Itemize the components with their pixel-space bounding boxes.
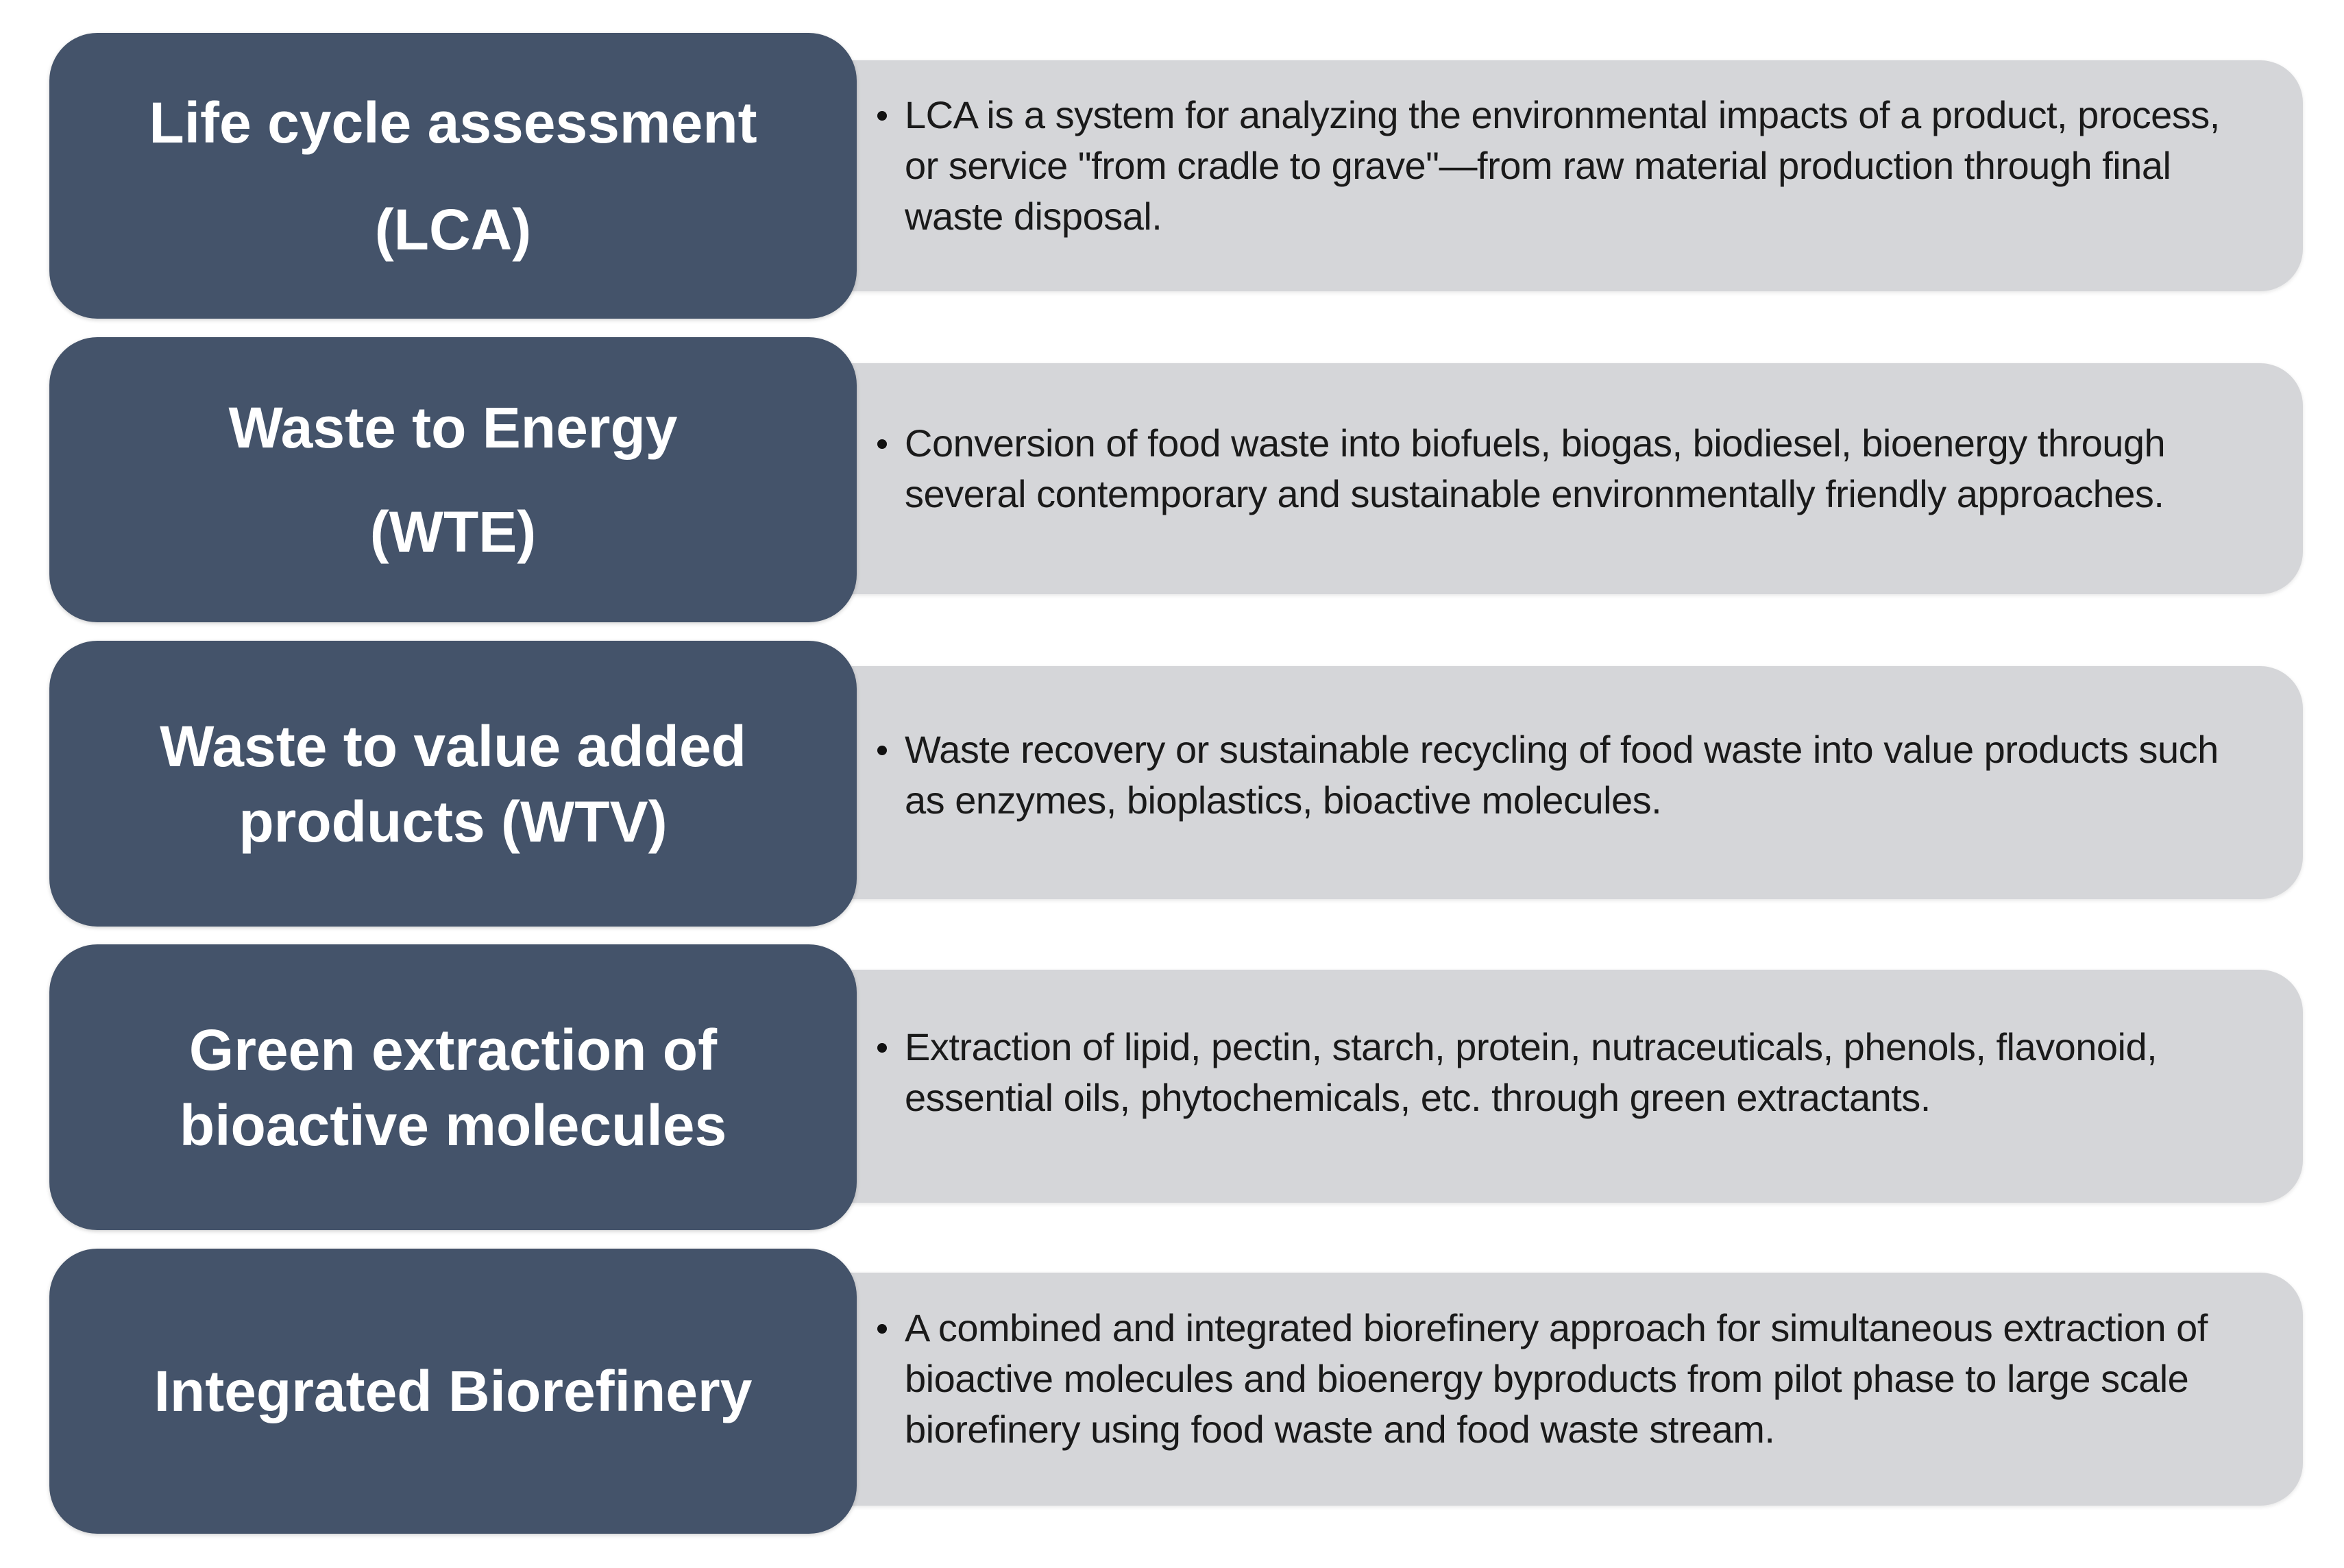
wte-title-line-2: (WTE) xyxy=(369,500,537,564)
wte-title-line-1: Waste to Energy xyxy=(228,395,678,460)
biorefinery-description-box xyxy=(809,1273,2303,1506)
green-extraction-title-line-2: bioactive molecules xyxy=(179,1092,727,1157)
green-extraction-description-box xyxy=(809,970,2303,1203)
wtv-title-line-1: Waste to value added xyxy=(160,713,746,779)
lca-description-box xyxy=(809,60,2303,291)
wtv-title-line-2: products (WTV) xyxy=(239,789,668,854)
wte-title-box xyxy=(49,337,857,622)
biorefinery-description: A combined and integrated biorefinery approach for simultaneous extraction of bioactive molecules and bioenergy byproducts from pilot phase to large scale biorefinery using food waste and food waste stream. xyxy=(877,1303,2262,1455)
green-extraction-description: Extraction of lipid, pectin, starch, protein, nutraceuticals, phenols, flavonoid, essential oils, phytochemicals, etc. through green extractants. xyxy=(877,1022,2262,1123)
lca-title-box xyxy=(49,33,857,319)
lca-title-line-1: Life cycle assessment xyxy=(149,90,757,155)
lca-description: LCA is a system for analyzing the environmental impacts of a product, process, or service "from cradle to grave"—from raw material production through final waste disposal. xyxy=(877,90,2262,242)
bullet-icon xyxy=(877,1043,887,1053)
green-extraction-title-line-1: Green extraction of xyxy=(188,1017,718,1082)
biorefinery-title-box xyxy=(49,1249,857,1534)
biorefinery-title-line-1: Integrated Biorefinery xyxy=(154,1359,753,1423)
bullet-icon xyxy=(877,111,887,121)
lca-title-line-2: (LCA) xyxy=(374,197,532,262)
wtv-title-box xyxy=(49,641,857,927)
wte-description: Conversion of food waste into biofuels, biogas, biodiesel, bioenergy through several contemporary and sustainable environmentally friendly approaches. xyxy=(877,418,2262,519)
wtv-description: Waste recovery or sustainable recycling of food waste into value products such as enzymes, bioplastics, bioactive molecules. xyxy=(877,724,2262,826)
bullet-icon xyxy=(877,439,887,449)
wtv-description-box xyxy=(809,666,2303,899)
wte-description-box xyxy=(809,363,2303,594)
bullet-icon xyxy=(877,746,887,755)
green-extraction-title-box xyxy=(49,944,857,1230)
bullet-icon xyxy=(877,1324,887,1334)
